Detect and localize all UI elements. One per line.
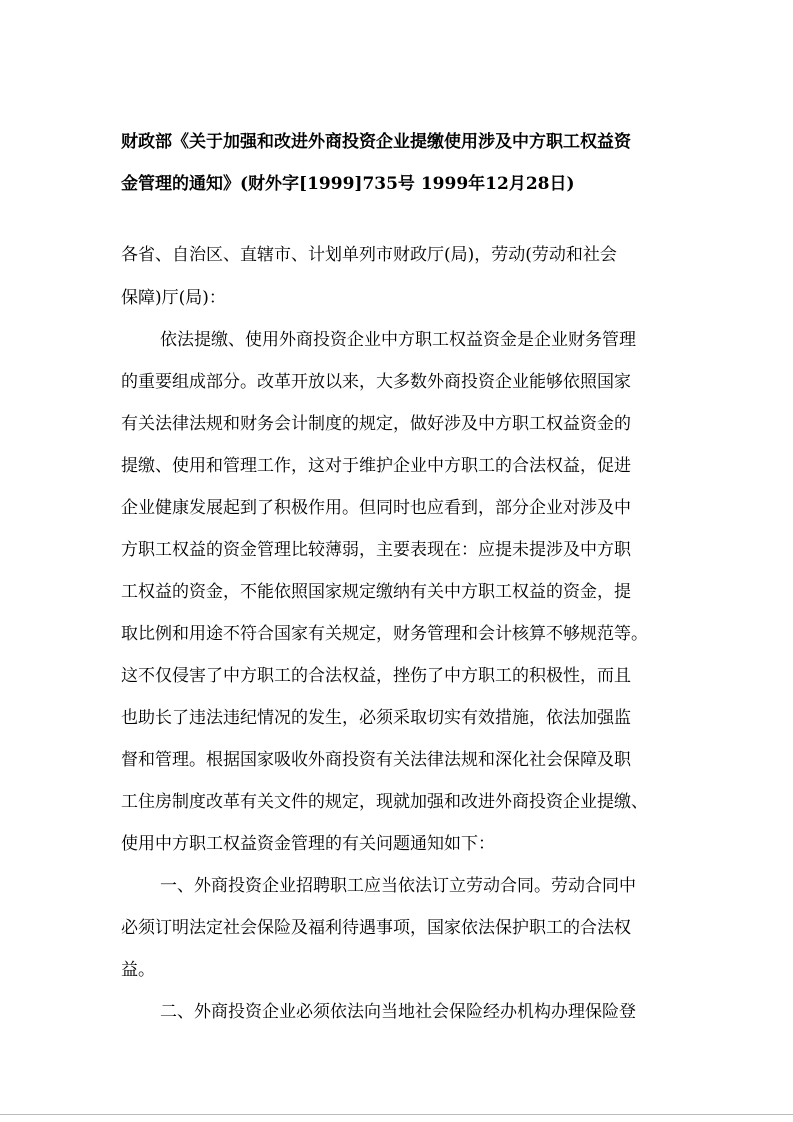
item-1-line-1: 一、外商投资企业招聘职工应当依法订立劳动合同。劳动合同中	[160, 876, 636, 896]
paragraph-1-line-7: 工权益的资金，不能依照国家规定缴纳有关中方职工权益的资金，提	[121, 582, 631, 602]
paragraph-1-line-1: 依法提缴、使用外商投资企业中方职工权益资金是企业财务管理	[160, 330, 636, 350]
paragraph-1-line-8: 取比例和用途不符合国家有关规定，财务管理和会计核算不够规范等。	[121, 624, 648, 644]
item-2-line-1: 二、外商投资企业必须依法向当地社会保险经办机构办理保险登	[160, 1002, 636, 1022]
paragraph-1-line-13: 使用中方职工权益资金管理的有关问题通知如下：	[121, 834, 495, 854]
paragraph-1-line-10: 也助长了违法违纪情况的发生，必须采取切实有效措施，依法加强监	[121, 708, 631, 728]
paragraph-1-line-4: 提缴、使用和管理工作，这对于维护企业中方职工的合法权益，促进	[121, 456, 631, 476]
paragraph-1-line-11: 督和管理。根据国家吸收外商投资有关法律法规和深化社会保障及职	[121, 750, 631, 770]
page-bottom-divider	[0, 1114, 793, 1115]
paragraph-1-line-3: 有关法律法规和财务会计制度的规定，做好涉及中方职工权益资金的	[121, 414, 631, 434]
paragraph-1-line-6: 方职工权益的资金管理比较薄弱，主要表现在：应提未提涉及中方职	[121, 540, 631, 560]
addressee-line-2: 保障)厅(局)：	[121, 288, 226, 308]
paragraph-1-line-9: 这不仅侵害了中方职工的合法权益，挫伤了中方职工的积极性，而且	[121, 666, 631, 686]
item-1-line-3: 益。	[121, 960, 155, 980]
paragraph-1-line-5: 企业健康发展起到了积极作用。但同时也应看到，部分企业对涉及中	[121, 498, 631, 518]
paragraph-1-line-2: 的重要组成部分。改革开放以来，大多数外商投资企业能够依照国家	[121, 372, 631, 392]
addressee-line-1: 各省、自治区、直辖市、计划单列市财政厅(局)，劳动(劳动和社会	[121, 245, 617, 265]
item-1-line-2: 必须订明法定社会保险及福利待遇事项，国家依法保护职工的合法权	[121, 918, 631, 938]
document-title-line-1: 财政部《关于加强和改进外商投资企业提缴使用涉及中方职工权益资	[121, 132, 631, 152]
document-title-line-2: 金管理的通知》(财外字[1999]735号 1999年12月28日)	[121, 174, 575, 194]
paragraph-1-line-12: 工住房制度改革有关文件的规定，现就加强和改进外商投资企业提缴、	[121, 792, 648, 812]
